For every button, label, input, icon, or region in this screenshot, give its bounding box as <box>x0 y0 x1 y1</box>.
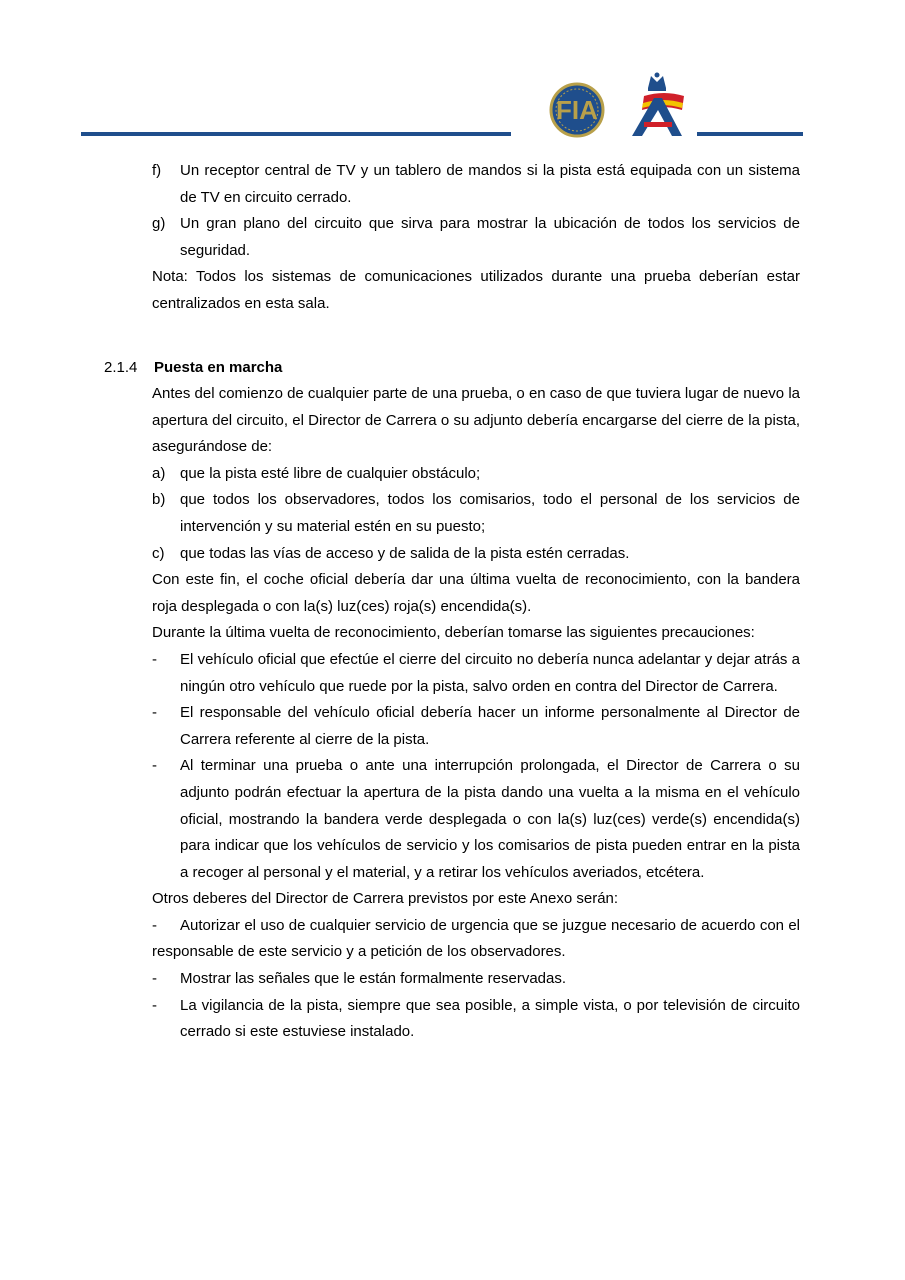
header-rule-right <box>697 132 803 136</box>
list-text: Al terminar una prueba o ante una interrupción prolongada, el Director de Carrera o su adjunto podrán efectuar la apertura de la pista dando una vuelta a la misma en el vehículo oficial, mostrando la bandera verde desplegada o con la(s) luz(ces) verde(s) encendida(s) para indicar que los vehículos de servicio y los comisarios de pista pueden entrar en la pista a recoger al personal y el material, y a retirar los vehículos averiados, etcétera. <box>180 757 800 881</box>
list-marker: - <box>152 704 157 722</box>
list-marker: - <box>152 996 157 1014</box>
list-text: El vehículo oficial que efectúe el cierre del circuito no debería nunca adelantar y dejar atrás a ningún otro vehículo que ruede por la pista, salvo orden en contra del Director de Carrera. <box>180 650 800 695</box>
list-text: Un gran plano del circuito que sirva para mostrar la ubicación de todos los servicios de seguridad. <box>180 215 800 259</box>
section-heading <box>104 355 282 382</box>
list-item <box>152 211 800 264</box>
list-item <box>152 700 800 753</box>
list-text: Autorizar el uso de cualquier servicio de urgencia que se juzgue necesario de acuerdo con el responsable de este servicio y a petición de los observadores. <box>152 916 800 961</box>
list-item <box>152 158 800 211</box>
list-marker: - <box>152 757 157 775</box>
list-item <box>152 541 800 568</box>
fia-logo-text: FIA <box>556 95 598 125</box>
section-number: 2.1.4 <box>104 359 138 376</box>
section-title: Puesta en marcha <box>154 359 283 376</box>
list-text: El responsable del vehículo oficial debería hacer un informe personalmente al Director de Carrera referente al cierre de la pista. <box>180 704 800 748</box>
list-marker: - <box>152 916 157 934</box>
list-marker: f) <box>152 162 162 179</box>
list-item <box>152 461 800 488</box>
list-text: que todas las vías de acceso y de salida de la pista estén cerradas. <box>180 544 630 562</box>
list-text: que la pista esté libre de cualquier obstáculo; <box>180 464 481 482</box>
list-marker: a) <box>152 464 166 482</box>
top-block <box>152 158 800 318</box>
section-body <box>152 381 800 1046</box>
list-marker: c) <box>152 544 165 562</box>
header-rule-left <box>81 132 511 136</box>
list-item <box>152 966 800 993</box>
nota-paragraph: Nota: Todos los sistemas de comunicaciones utilizados durante una prueba deberían estar centralizados en esta sala. <box>152 268 800 312</box>
list-item <box>152 753 800 886</box>
intro-paragraph: Antes del comienzo de cualquier parte de una prueba, o en caso de que tuviera lugar de nuevo la apertura del circuito, el Director de Carrera o su adjunto debería encargarse del cierre de la pista, asegurándose de: <box>152 385 800 456</box>
list-marker: b) <box>152 491 166 509</box>
paragraph-otros: Otros deberes del Director de Carrera previstos por este Anexo serán: <box>152 890 619 908</box>
list-text: La vigilancia de la pista, siempre que sea posible, a simple vista, o por televisión de circuito cerrado si este estuviese instalado. <box>180 996 800 1041</box>
list-text: Un receptor central de TV y un tablero de mandos si la pista está equipada con un sistema de TV en circuito cerrado. <box>180 162 800 206</box>
list-item-hanging <box>152 913 800 966</box>
list-item <box>152 487 800 540</box>
paragraph-durante: Durante la última vuelta de reconocimiento, deberían tomarse las siguientes precauciones: <box>152 624 755 642</box>
fia-logo <box>537 82 617 138</box>
list-marker: - <box>152 970 157 988</box>
list-text: Mostrar las señales que le están formalmente reservadas. <box>180 970 567 988</box>
rfea-logo <box>624 70 690 138</box>
list-text: que todos los observadores, todos los comisarios, todo el personal de los servicios de intervención y su material estén en su puesto; <box>180 491 800 535</box>
list-marker: g) <box>152 215 166 233</box>
list-item <box>152 993 800 1046</box>
list-marker: - <box>152 650 157 668</box>
paragraph-fin: Con este fin, el coche oficial debería dar una última vuelta de reconocimiento, con la bandera roja desplegada o con la(s) luz(ces) roja(s) encendida(s). <box>152 571 800 615</box>
list-item <box>152 647 800 700</box>
